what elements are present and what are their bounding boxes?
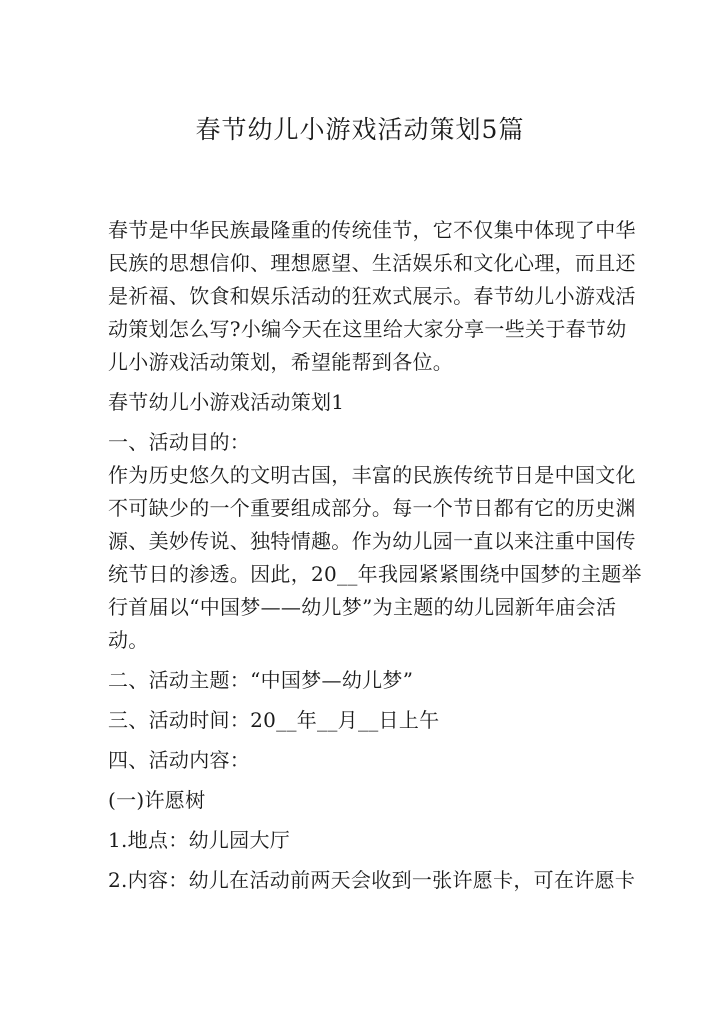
paragraph-line: 儿小游戏活动策划，希望能帮到各位。: [108, 350, 454, 374]
paragraph-line: 二、活动主题：“中国梦—幼儿梦”: [108, 668, 414, 692]
paragraph-line: 动策划怎么写?小编今天在这里给大家分享一些关于春节幼: [108, 317, 627, 341]
paragraph-line: 源、美妙传说、独特情趣。作为幼儿园一直以来注重中国传: [108, 529, 636, 553]
paragraph-line: 是祈福、饮食和娱乐活动的狂欢式展示。春节幼儿小游戏活: [108, 284, 636, 308]
paragraph-line: 不可缺少的一个重要组成部分。每一个节日都有它的历史渊: [108, 496, 636, 520]
document-title: 春节幼儿小游戏活动策划5篇: [195, 115, 525, 144]
paragraph-line: 三、活动时间：20__年__月__日上午: [108, 708, 440, 732]
paragraph-line: 民族的思想信仰、理想愿望、生活娱乐和文化心理，而且还: [108, 251, 636, 275]
paragraph-line: 动。: [108, 628, 149, 652]
document-body: [108, 214, 642, 897]
paragraph-line: 行首届以“中国梦——幼儿梦”为主题的幼儿园新年庙会活: [108, 595, 617, 619]
paragraph-line: 作为历史悠久的文明古国，丰富的民族传统节日是中国文化: [108, 463, 636, 487]
paragraph-line: 春节幼儿小游戏活动策划1: [108, 390, 345, 414]
paragraph-line: (一)许愿树: [108, 788, 206, 812]
paragraph-line: 2.内容：幼儿在活动前两天会收到一张许愿卡，可在许愿卡: [108, 868, 636, 892]
paragraph-line: 四、活动内容：: [108, 748, 251, 772]
paragraph-line: 一、活动目的：: [108, 430, 251, 454]
paragraph-line: 1.地点：幼儿园大厅: [108, 828, 291, 852]
paragraph-line: 统节日的渗透。因此，20__年我园紧紧围绕中国梦的主题举: [108, 562, 642, 586]
paragraph-line: 春节是中华民族最隆重的传统佳节，它不仅集中体现了中华: [108, 218, 636, 242]
